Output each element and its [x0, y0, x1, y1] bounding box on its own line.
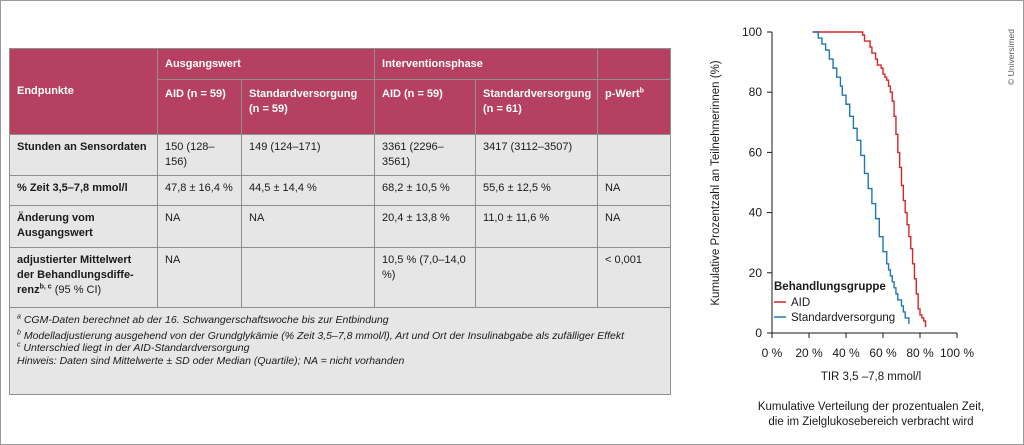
row-label: Stunden an Sensordaten — [10, 135, 158, 176]
cell: NA — [242, 206, 375, 248]
x-tick-label: 100 % — [939, 346, 975, 360]
x-tick-label: 20 % — [795, 346, 823, 360]
header-row-1 — [10, 49, 671, 80]
y-axis-label: Kumulative Prozentzahl an Teilnehmerinnen (%) — [710, 60, 722, 306]
header-pvalue — [598, 80, 671, 135]
row-label: Änderung vom Ausgangswert — [10, 206, 158, 248]
cell: < 0,001 — [598, 248, 671, 308]
cell — [598, 135, 671, 176]
cell — [242, 248, 375, 308]
header-endpoints: Endpunkte — [10, 49, 158, 135]
caption-line-2: die im Zielglukosebereich verbracht wird — [768, 416, 974, 428]
note-b-text: Modelladjustierung ausgehend von der Grundglykämie (% Zeit 3,5–7,8 mmol/l), Art und Ort der Insulinabgabe als zufälliger Effekt — [20, 329, 624, 342]
note-b-sup: b — [17, 329, 21, 336]
note-b — [17, 330, 663, 343]
plot-area — [742, 25, 974, 360]
credit-text: © Universimed — [1006, 29, 1016, 85]
row-label: % Zeit 3,5–7,8 mmol/l — [10, 176, 158, 206]
row-label — [10, 248, 158, 308]
cell: 11,0 ± 11,6 % — [476, 206, 598, 248]
legend-title: Behandlungsgruppe — [774, 281, 886, 293]
x-tick-label: 0 % — [761, 346, 783, 360]
cell — [476, 248, 598, 308]
cell: 3417 (3112–3507) — [476, 135, 598, 176]
note-c-sup: c — [17, 341, 21, 349]
cell: 20,4 ± 13,8 % — [375, 206, 476, 248]
note-a — [17, 314, 663, 327]
table-row — [10, 176, 671, 206]
y-tick-label: 60 — [748, 145, 762, 160]
header-std-intervention: Standardversorgung (n = 61) — [476, 80, 598, 135]
cumulative-chart — [700, 20, 1000, 440]
notes-row — [10, 308, 671, 395]
pvalue-label: p-Wert — [605, 88, 640, 100]
y-tick-label: 100 — [741, 25, 762, 39]
row-label-suffix: (95 % CI) — [51, 284, 102, 296]
note-a-sup: a — [17, 313, 21, 321]
cell: 10,5 % (7,0–14,0 %) — [375, 248, 476, 308]
results-table — [9, 48, 671, 395]
note-hint: Hinweis: Daten sind Mittelwerte ± SD oder Median (Quartile); NA = nicht vorhanden — [17, 354, 405, 367]
header-aid-baseline: AID (n = 59) — [158, 80, 242, 135]
cell: NA — [598, 176, 671, 206]
y-tick-label: 80 — [748, 85, 762, 100]
table-notes — [10, 308, 671, 395]
cell: NA — [598, 206, 671, 248]
cell: 44,5 ± 14,4 % — [242, 176, 375, 206]
x-tick-label: 80 % — [906, 346, 934, 360]
header-intervention: Interventionsphase — [375, 49, 598, 80]
cell: 47,8 ± 16,4 % — [158, 176, 242, 206]
cell: 150 (128–156) — [158, 135, 242, 176]
caption-line-1: Kumulative Verteilung der prozentualen Zeit, — [757, 401, 985, 413]
header-std-baseline: Standardversorgung (n = 59) — [242, 80, 375, 135]
note-c-text: Unterschied liegt in der AID-Standardversorgung — [20, 342, 250, 354]
cell: NA — [158, 206, 242, 248]
x-tick-label: 40 % — [832, 346, 860, 360]
y-tick-label: 40 — [748, 205, 762, 220]
y-tick-label: 0 — [755, 326, 762, 340]
legend-label-aid: AID — [791, 297, 811, 309]
cell: 149 (124–171) — [242, 135, 375, 176]
row-label-sup: b, c — [39, 283, 52, 291]
pvalue-sup: b — [639, 87, 644, 95]
row-label-text: adjustierter Mittelwert der Behandlungsdiffe-renz — [17, 254, 134, 296]
y-tick-label: 20 — [748, 265, 762, 280]
cell: 3361 (2296–3561) — [375, 135, 476, 176]
table-row — [10, 248, 671, 308]
legend-label-std: Standardversorgung — [791, 312, 896, 324]
note-a-text: CGM-Daten berechnet ab der 16. Schwangerschaftswoche bis zur Entbindung — [20, 314, 389, 326]
x-tick-label: 60 % — [869, 346, 897, 360]
header-aid-intervention: AID (n = 59) — [375, 80, 476, 135]
table-row — [10, 206, 671, 248]
cell: NA — [158, 248, 242, 308]
x-axis-label: TIR 3,5 –7,8 mmol/l — [820, 371, 922, 383]
note-c — [17, 342, 663, 355]
legend — [774, 281, 895, 324]
header-baseline: Ausgangswert — [158, 49, 375, 80]
credit-watermark — [1005, 22, 1019, 92]
cell: 55,6 ± 12,5 % — [476, 176, 598, 206]
table-row — [10, 135, 671, 176]
header-empty — [598, 49, 671, 80]
cell: 68,2 ± 10,5 % — [375, 176, 476, 206]
